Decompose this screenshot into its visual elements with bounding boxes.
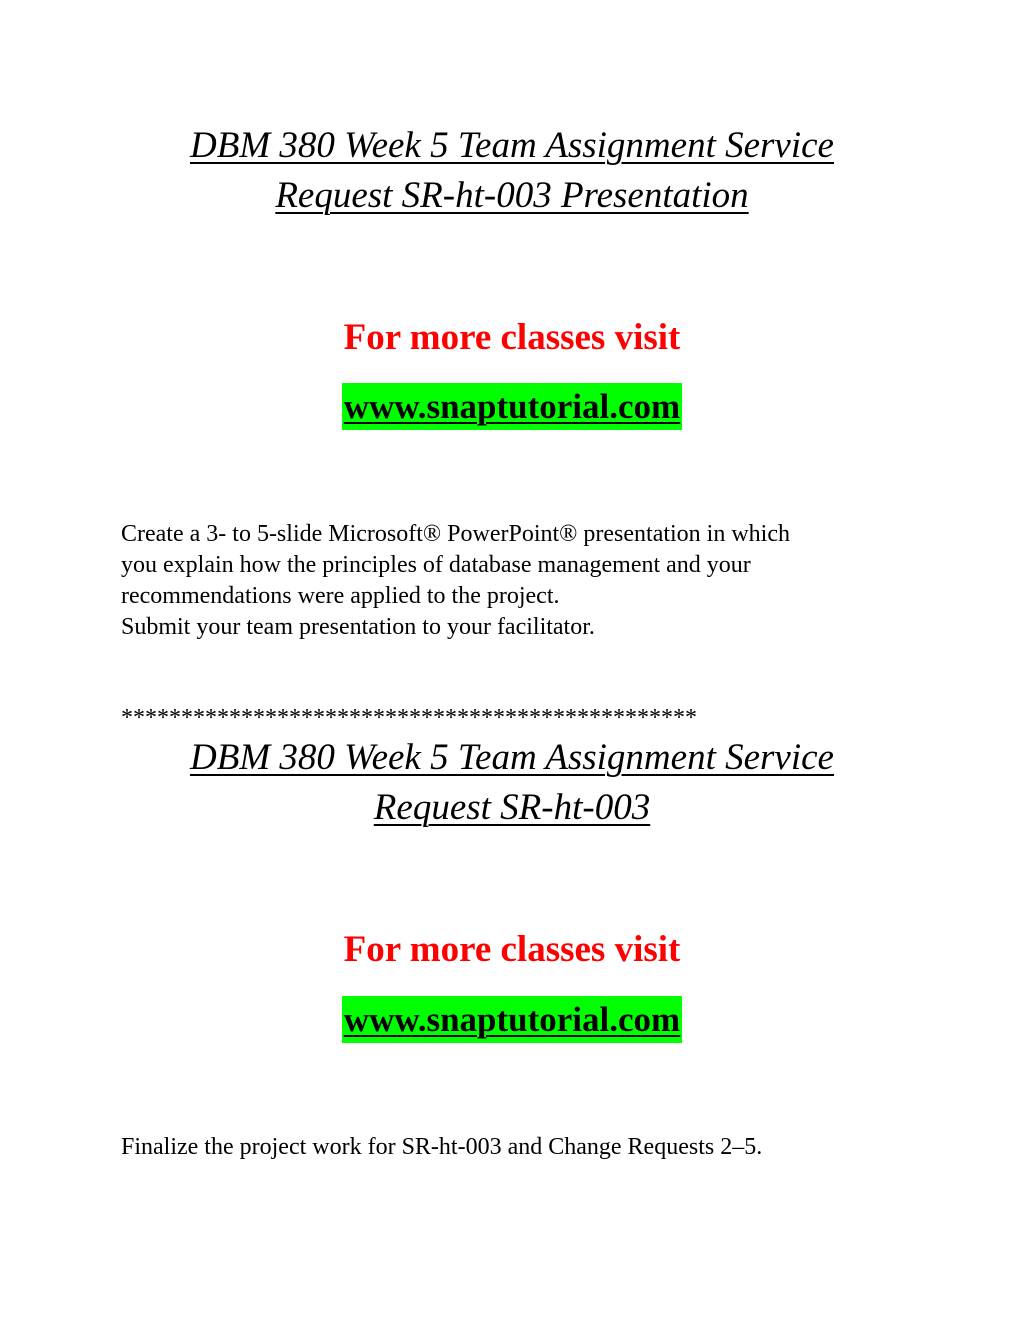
section-2-website-link[interactable]: www.snaptutorial.com bbox=[342, 996, 682, 1043]
section-1-description-line: recommendations were applied to the project. bbox=[121, 583, 560, 609]
section-2-title-line-1: DBM 380 Week 5 Team Assignment Service bbox=[190, 737, 834, 778]
section-1-title bbox=[0, 121, 1024, 221]
section-2-description bbox=[121, 1132, 921, 1163]
section-1-title-line-1: DBM 380 Week 5 Team Assignment Service bbox=[190, 125, 834, 166]
section-1-website-link[interactable]: www.snaptutorial.com bbox=[342, 383, 682, 430]
section-1-link-wrap bbox=[0, 383, 1024, 430]
section-2-description-line: Finalize the project work for SR-ht-003 and Change Requests 2–5. bbox=[121, 1134, 763, 1160]
separator-stars: ************************************************ bbox=[121, 705, 697, 731]
section-1-description-line: you explain how the principles of database management and your bbox=[121, 552, 751, 578]
section-2-title-line-2: Request SR-ht-003 bbox=[373, 787, 651, 828]
section-1-description bbox=[121, 519, 921, 643]
section-2-link-wrap bbox=[0, 996, 1024, 1043]
section-2-promo-text: For more classes visit bbox=[343, 929, 681, 970]
section-1-description-line: Create a 3- to 5-slide Microsoft® PowerPoint® presentation in which bbox=[121, 521, 790, 547]
section-1-promo-text: For more classes visit bbox=[343, 317, 681, 358]
section-1-title-line-2: Request SR-ht-003 Presentation bbox=[275, 175, 749, 216]
section-2-title bbox=[0, 733, 1024, 833]
section-1-description-line: Submit your team presentation to your facilitator. bbox=[121, 614, 595, 640]
